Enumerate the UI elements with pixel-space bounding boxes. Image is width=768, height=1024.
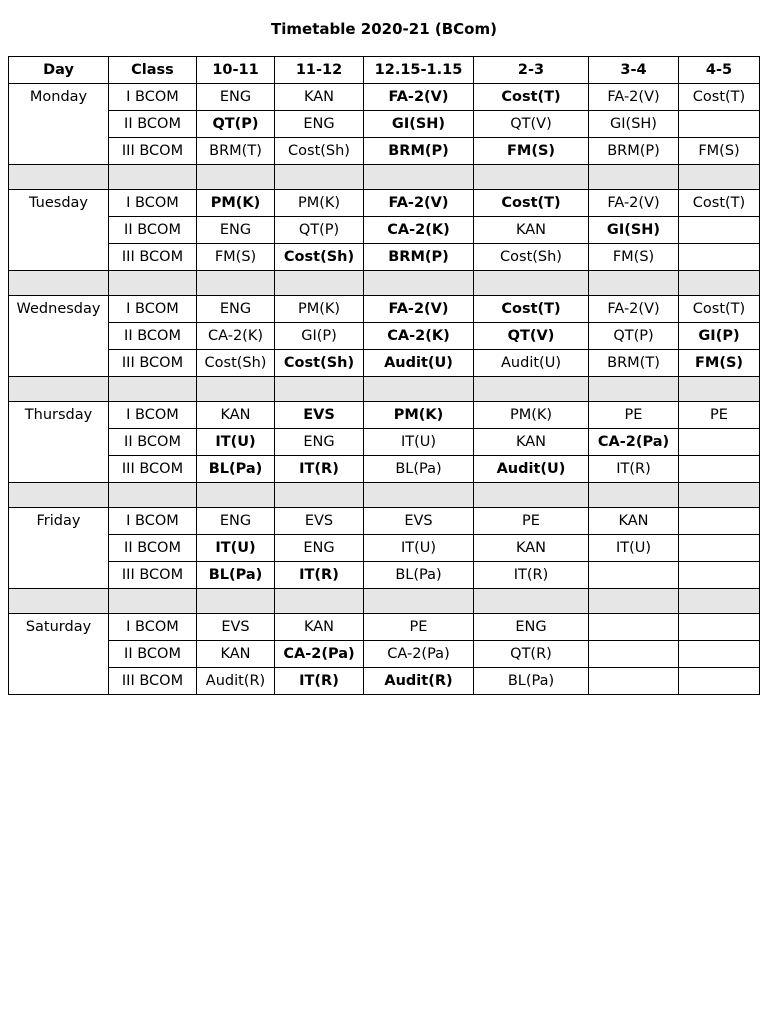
timetable-row bbox=[9, 138, 760, 165]
subject-cell: ENG bbox=[275, 535, 364, 562]
subject-cell: GI(SH) bbox=[364, 111, 474, 138]
separator-cell bbox=[197, 165, 275, 190]
separator-cell bbox=[679, 271, 760, 296]
separator-cell bbox=[9, 377, 109, 402]
subject-cell bbox=[679, 508, 760, 535]
subject-cell bbox=[679, 668, 760, 695]
timetable-row bbox=[9, 190, 760, 217]
subject-cell: FA-2(V) bbox=[364, 190, 474, 217]
subject-cell: Audit(U) bbox=[364, 350, 474, 377]
class-cell: II BCOM bbox=[109, 217, 197, 244]
subject-cell: CA-2(Pa) bbox=[364, 641, 474, 668]
class-cell: III BCOM bbox=[109, 562, 197, 589]
separator-cell bbox=[109, 165, 197, 190]
subject-cell: GI(P) bbox=[275, 323, 364, 350]
separator-row bbox=[9, 271, 760, 296]
subject-cell: Audit(U) bbox=[474, 456, 589, 483]
subject-cell: QT(R) bbox=[474, 641, 589, 668]
subject-cell: Cost(T) bbox=[679, 296, 760, 323]
subject-cell: BL(Pa) bbox=[474, 668, 589, 695]
subject-cell: KAN bbox=[275, 84, 364, 111]
class-cell: III BCOM bbox=[109, 350, 197, 377]
separator-cell bbox=[109, 271, 197, 296]
subject-cell: FA-2(V) bbox=[589, 296, 679, 323]
separator-cell bbox=[474, 271, 589, 296]
subject-cell: EVS bbox=[275, 402, 364, 429]
header-cell-slot: 2-3 bbox=[474, 57, 589, 84]
day-cell: Tuesday bbox=[9, 190, 109, 271]
subject-cell: PM(K) bbox=[364, 402, 474, 429]
subject-cell: BRM(T) bbox=[589, 350, 679, 377]
subject-cell: BRM(P) bbox=[364, 244, 474, 271]
subject-cell bbox=[679, 429, 760, 456]
separator-cell bbox=[589, 377, 679, 402]
separator-cell bbox=[9, 483, 109, 508]
subject-cell: IT(U) bbox=[364, 535, 474, 562]
separator-cell bbox=[275, 377, 364, 402]
separator-cell bbox=[109, 377, 197, 402]
timetable-row bbox=[9, 350, 760, 377]
separator-cell bbox=[589, 483, 679, 508]
subject-cell: PE bbox=[589, 402, 679, 429]
separator-row bbox=[9, 589, 760, 614]
subject-cell: IT(U) bbox=[364, 429, 474, 456]
timetable-row bbox=[9, 296, 760, 323]
separator-cell bbox=[197, 377, 275, 402]
subject-cell: QT(P) bbox=[197, 111, 275, 138]
timetable bbox=[8, 56, 760, 695]
subject-cell: PE bbox=[474, 508, 589, 535]
subject-cell: BL(Pa) bbox=[197, 456, 275, 483]
subject-cell: ENG bbox=[275, 429, 364, 456]
subject-cell: CA-2(K) bbox=[364, 217, 474, 244]
timetable-row bbox=[9, 217, 760, 244]
timetable-row bbox=[9, 402, 760, 429]
class-cell: III BCOM bbox=[109, 244, 197, 271]
subject-cell: BL(Pa) bbox=[197, 562, 275, 589]
subject-cell bbox=[679, 456, 760, 483]
class-cell: I BCOM bbox=[109, 614, 197, 641]
separator-row bbox=[9, 377, 760, 402]
subject-cell: Audit(U) bbox=[474, 350, 589, 377]
header-cell-slot: 10-11 bbox=[197, 57, 275, 84]
timetable-row bbox=[9, 508, 760, 535]
subject-cell: ENG bbox=[197, 84, 275, 111]
subject-cell: IT(R) bbox=[589, 456, 679, 483]
day-cell: Thursday bbox=[9, 402, 109, 483]
separator-cell bbox=[364, 589, 474, 614]
subject-cell: BL(Pa) bbox=[364, 562, 474, 589]
subject-cell: ENG bbox=[197, 508, 275, 535]
subject-cell: Cost(T) bbox=[679, 190, 760, 217]
subject-cell: FM(S) bbox=[197, 244, 275, 271]
subject-cell: PM(K) bbox=[197, 190, 275, 217]
subject-cell: FM(S) bbox=[589, 244, 679, 271]
timetable-row bbox=[9, 456, 760, 483]
separator-cell bbox=[364, 483, 474, 508]
subject-cell: CA-2(K) bbox=[364, 323, 474, 350]
subject-cell bbox=[679, 111, 760, 138]
class-cell: I BCOM bbox=[109, 296, 197, 323]
separator-cell bbox=[197, 589, 275, 614]
subject-cell: IT(U) bbox=[589, 535, 679, 562]
subject-cell: KAN bbox=[474, 429, 589, 456]
subject-cell: BRM(P) bbox=[589, 138, 679, 165]
subject-cell bbox=[679, 535, 760, 562]
class-cell: I BCOM bbox=[109, 190, 197, 217]
subject-cell: FM(S) bbox=[679, 350, 760, 377]
day-cell: Saturday bbox=[9, 614, 109, 695]
separator-cell bbox=[9, 271, 109, 296]
separator-cell bbox=[197, 271, 275, 296]
class-cell: III BCOM bbox=[109, 456, 197, 483]
separator-cell bbox=[275, 483, 364, 508]
subject-cell: CA-2(Pa) bbox=[589, 429, 679, 456]
subject-cell: FA-2(V) bbox=[364, 84, 474, 111]
class-cell: I BCOM bbox=[109, 402, 197, 429]
subject-cell: PM(K) bbox=[275, 296, 364, 323]
subject-cell bbox=[679, 562, 760, 589]
subject-cell: FM(S) bbox=[679, 138, 760, 165]
subject-cell: FA-2(V) bbox=[589, 84, 679, 111]
subject-cell: PM(K) bbox=[275, 190, 364, 217]
separator-cell bbox=[474, 165, 589, 190]
separator-cell bbox=[275, 271, 364, 296]
header-cell-slot: 4-5 bbox=[679, 57, 760, 84]
separator-cell bbox=[109, 483, 197, 508]
separator-cell bbox=[679, 377, 760, 402]
separator-cell bbox=[474, 483, 589, 508]
subject-cell: IT(R) bbox=[474, 562, 589, 589]
timetable-row bbox=[9, 429, 760, 456]
subject-cell: QT(V) bbox=[474, 111, 589, 138]
subject-cell: BL(Pa) bbox=[364, 456, 474, 483]
subject-cell: Cost(Sh) bbox=[275, 244, 364, 271]
subject-cell bbox=[679, 641, 760, 668]
subject-cell: IT(R) bbox=[275, 456, 364, 483]
subject-cell: Audit(R) bbox=[197, 668, 275, 695]
separator-cell bbox=[275, 165, 364, 190]
header-cell-day: Day bbox=[9, 57, 109, 84]
header-cell-slot: 12.15-1.15 bbox=[364, 57, 474, 84]
subject-cell: KAN bbox=[275, 614, 364, 641]
separator-cell bbox=[679, 165, 760, 190]
class-cell: II BCOM bbox=[109, 535, 197, 562]
separator-cell bbox=[197, 483, 275, 508]
subject-cell: EVS bbox=[197, 614, 275, 641]
subject-cell: KAN bbox=[589, 508, 679, 535]
subject-cell: Cost(T) bbox=[679, 84, 760, 111]
separator-row bbox=[9, 483, 760, 508]
subject-cell: GI(SH) bbox=[589, 111, 679, 138]
separator-cell bbox=[589, 165, 679, 190]
timetable-row bbox=[9, 244, 760, 271]
subject-cell: CA-2(Pa) bbox=[275, 641, 364, 668]
subject-cell bbox=[589, 614, 679, 641]
subject-cell: ENG bbox=[197, 296, 275, 323]
subject-cell: PM(K) bbox=[474, 402, 589, 429]
subject-cell: KAN bbox=[474, 535, 589, 562]
subject-cell: Cost(Sh) bbox=[197, 350, 275, 377]
subject-cell: ENG bbox=[197, 217, 275, 244]
timetable-row bbox=[9, 84, 760, 111]
subject-cell: QT(P) bbox=[275, 217, 364, 244]
page-title: Timetable 2020-21 (BCom) bbox=[271, 20, 497, 38]
subject-cell: CA-2(K) bbox=[197, 323, 275, 350]
separator-cell bbox=[679, 589, 760, 614]
subject-cell: Cost(Sh) bbox=[275, 350, 364, 377]
timetable-row bbox=[9, 323, 760, 350]
separator-cell bbox=[9, 165, 109, 190]
subject-cell bbox=[589, 562, 679, 589]
header-row bbox=[9, 57, 760, 84]
subject-cell: Cost(Sh) bbox=[474, 244, 589, 271]
separator-row bbox=[9, 165, 760, 190]
subject-cell: Cost(T) bbox=[474, 84, 589, 111]
separator-cell bbox=[474, 377, 589, 402]
subject-cell: ENG bbox=[474, 614, 589, 641]
subject-cell: FA-2(V) bbox=[364, 296, 474, 323]
class-cell: I BCOM bbox=[109, 84, 197, 111]
class-cell: II BCOM bbox=[109, 323, 197, 350]
subject-cell: PE bbox=[364, 614, 474, 641]
timetable-row bbox=[9, 111, 760, 138]
header-cell-slot: 11-12 bbox=[275, 57, 364, 84]
subject-cell: ENG bbox=[275, 111, 364, 138]
separator-cell bbox=[9, 589, 109, 614]
subject-cell: Cost(T) bbox=[474, 190, 589, 217]
subject-cell: PE bbox=[679, 402, 760, 429]
day-cell: Wednesday bbox=[9, 296, 109, 377]
subject-cell: KAN bbox=[197, 641, 275, 668]
timetable-row bbox=[9, 614, 760, 641]
timetable-row bbox=[9, 641, 760, 668]
separator-cell bbox=[364, 165, 474, 190]
subject-cell: GI(P) bbox=[679, 323, 760, 350]
subject-cell: KAN bbox=[474, 217, 589, 244]
subject-cell: IT(U) bbox=[197, 429, 275, 456]
subject-cell: KAN bbox=[197, 402, 275, 429]
timetable-row bbox=[9, 668, 760, 695]
header-cell-slot: 3-4 bbox=[589, 57, 679, 84]
subject-cell: Cost(Sh) bbox=[275, 138, 364, 165]
class-cell: II BCOM bbox=[109, 641, 197, 668]
separator-cell bbox=[109, 589, 197, 614]
subject-cell: IT(R) bbox=[275, 668, 364, 695]
class-cell: III BCOM bbox=[109, 138, 197, 165]
class-cell: I BCOM bbox=[109, 508, 197, 535]
day-cell: Monday bbox=[9, 84, 109, 165]
subject-cell: QT(P) bbox=[589, 323, 679, 350]
subject-cell: Audit(R) bbox=[364, 668, 474, 695]
subject-cell: GI(SH) bbox=[589, 217, 679, 244]
separator-cell bbox=[589, 271, 679, 296]
subject-cell bbox=[589, 641, 679, 668]
subject-cell bbox=[589, 668, 679, 695]
subject-cell: FM(S) bbox=[474, 138, 589, 165]
timetable-row bbox=[9, 535, 760, 562]
subject-cell bbox=[679, 217, 760, 244]
subject-cell: Cost(T) bbox=[474, 296, 589, 323]
separator-cell bbox=[474, 589, 589, 614]
timetable-body bbox=[9, 84, 760, 695]
separator-cell bbox=[589, 589, 679, 614]
subject-cell: IT(U) bbox=[197, 535, 275, 562]
subject-cell: IT(R) bbox=[275, 562, 364, 589]
header-cell-class: Class bbox=[109, 57, 197, 84]
subject-cell: EVS bbox=[364, 508, 474, 535]
subject-cell: QT(V) bbox=[474, 323, 589, 350]
separator-cell bbox=[679, 483, 760, 508]
separator-cell bbox=[275, 589, 364, 614]
separator-cell bbox=[364, 271, 474, 296]
subject-cell: FA-2(V) bbox=[589, 190, 679, 217]
subject-cell bbox=[679, 614, 760, 641]
day-cell: Friday bbox=[9, 508, 109, 589]
subject-cell: BRM(T) bbox=[197, 138, 275, 165]
timetable-row bbox=[9, 562, 760, 589]
separator-cell bbox=[364, 377, 474, 402]
subject-cell: EVS bbox=[275, 508, 364, 535]
class-cell: II BCOM bbox=[109, 111, 197, 138]
subject-cell bbox=[679, 244, 760, 271]
subject-cell: BRM(P) bbox=[364, 138, 474, 165]
class-cell: II BCOM bbox=[109, 429, 197, 456]
class-cell: III BCOM bbox=[109, 668, 197, 695]
